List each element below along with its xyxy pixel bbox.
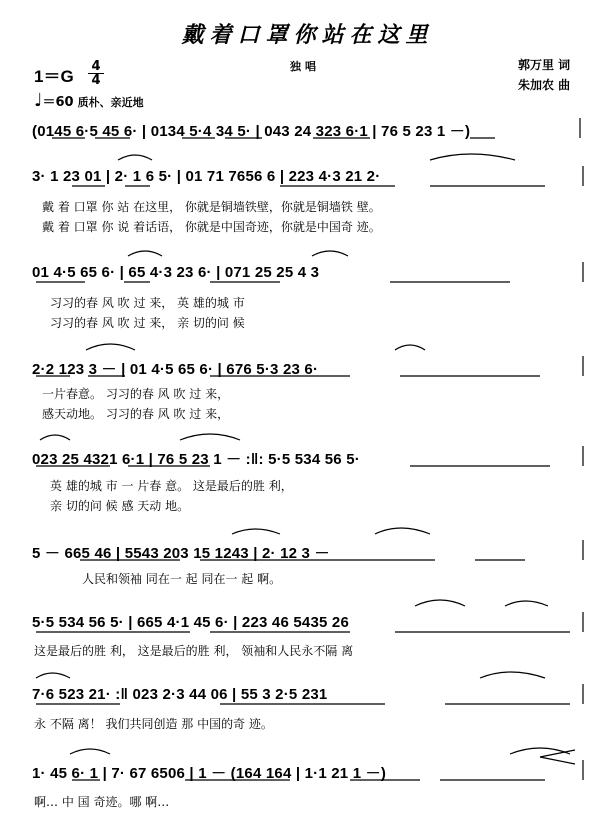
time-signature-bottom: 4 — [91, 73, 101, 88]
expression-marking: 质朴、亲近地 — [77, 96, 144, 109]
key-signature: 1＝G — [34, 67, 74, 86]
tempo-value: ＝60 — [42, 95, 74, 110]
lyric-line: 习习的春 风 吹 过 来， 英 雄的城 市 — [50, 296, 245, 310]
lyric-line: 一片春意。 习习的春 风 吹 过 来， — [42, 387, 230, 401]
notation-line: 5 － 665 46 | 5543 203 15 1243 | 2· 12 3 － — [32, 545, 330, 562]
lyric-line: 感天动地。 习习的春 风 吹 过 来， — [42, 407, 230, 421]
lyric-line: 啊… 中 国 奇迹。哪 啊… — [34, 795, 170, 809]
lyric-line: 戴 着 口罩 你 站 在这里， 你就是铜墙铁壁，你就是铜墙铁 壁。 — [42, 200, 381, 214]
notation-line: 1· 45 6· 1 | 7· 67 6506 | 1 － (164 164 | 1·1 21 1 －) — [32, 765, 387, 782]
notation-line: 2·2 123 3 － | 01 4·5 65 6· | 676 5·3 23 6· — [32, 361, 319, 378]
lyricist-credit: 郭万里 词 — [518, 58, 571, 72]
notation-line: 01 4·5 65 6· | 65 4·3 23 6· | 071 25 25 4 3 — [32, 264, 320, 281]
song-title: 戴着口罩你站在这里 — [181, 22, 434, 48]
voice-type: 独唱 — [290, 60, 320, 73]
notation-line: 5·5 534 56 5· | 665 4·1 45 6· | 223 46 5435 26 — [32, 614, 349, 631]
lyric-line: 这是最后的胜 利， 这是最后的胜 利， 领袖和人民永不隔 离 — [34, 644, 354, 658]
notation-line: 7·6 523 21· :‖ 023 2·3 44 06 | 55 3 2·5 231 — [32, 686, 328, 703]
notation-line: 3· 1 23 01 | 2· 1 6 5· | 01 71 7656 6 | 223 4·3 21 2· — [32, 168, 381, 185]
lyric-line: 永 不隔 离！ 我们共同创造 那 中国的奇 迹。 — [34, 717, 273, 731]
time-signature-top: 4 — [91, 59, 101, 74]
notation-line: 023 25 4321 6·1 | 76 5 23 1 － :‖: 5·5 534 56 5· — [32, 451, 360, 468]
notation-line: (0145 6·5 45 6· | 0134 5·4 34 5· | 043 24 323 6·1 | 76 5 23 1 －) — [32, 123, 471, 140]
lyric-line: 习习的春 风 吹 过 来， 亲 切的问 候 — [50, 316, 245, 330]
lyric-line: 人民和领袖 同在一 起 同在一 起 啊。 — [82, 572, 282, 586]
quarter-note-icon: ♩ — [34, 90, 43, 111]
lyric-line: 亲 切的问 候 感 天动 地。 — [50, 499, 190, 513]
lyric-line: 戴 着 口罩 你 说 着话语， 你就是中国奇迹，你就是中国奇 迹。 — [42, 220, 381, 234]
lyric-line: 英 雄的城 市 一 片春 意。 这是最后的胜 利， — [50, 479, 293, 493]
composer-credit: 朱加农 曲 — [518, 78, 571, 92]
